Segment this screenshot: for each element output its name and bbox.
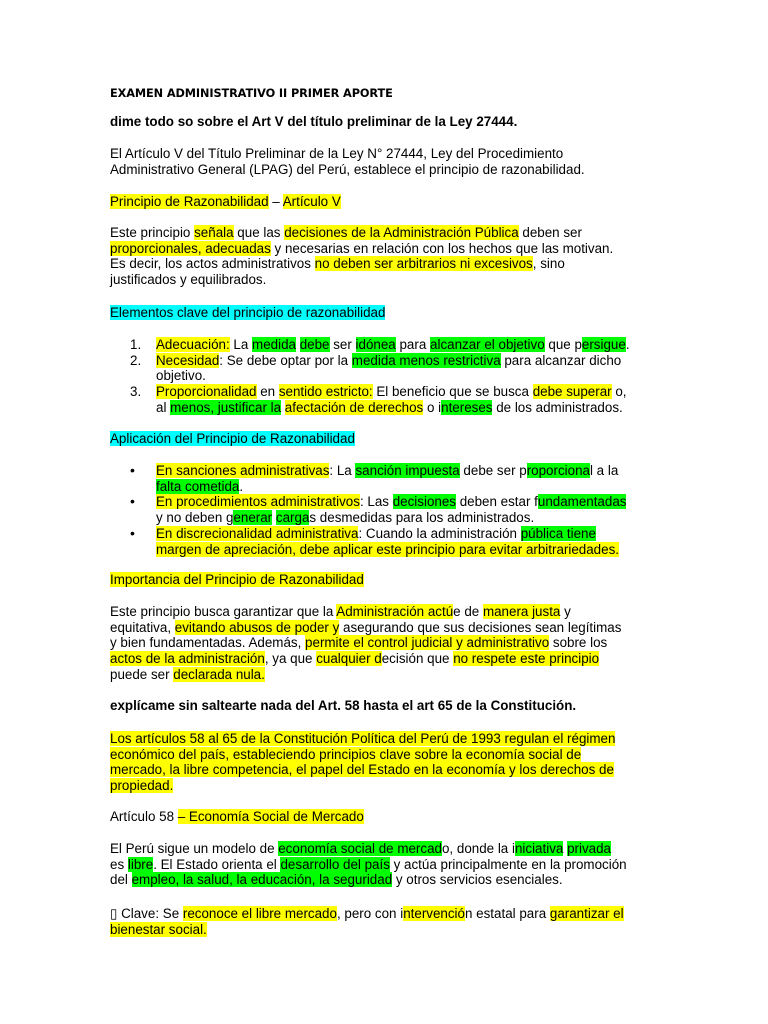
question-art-v: dime todo so sobre el Art V del título preliminar de la Ley 27444. xyxy=(110,114,518,129)
articulo-58-paragraph: El Perú sigue un modelo de economía social de mercado, donde la iniciativa privada es libre. El Estado orienta el desarrollo del país y actúa principalmente en la promoción del empleo, la salud, la educación, la seguridad y otros servicios esenciales. xyxy=(110,841,627,888)
list-item: • En procedimientos administrativos: Las decisiones deben estar fundamentadas y no deben generar cargas desmedidas para los administrados. xyxy=(130,493,627,526)
heading-principio-razonabilidad: Principio de Razonabilidad – Artículo V xyxy=(110,194,341,209)
heading-articulo-58: Artículo 58 – Economía Social de Mercado xyxy=(110,809,364,824)
list-item: 3. Proporcionalidad en sentido estricto: El beneficio que se busca debe superar o, al menos, justificar la afectación de derechos o intereses de los administrados. xyxy=(130,384,627,415)
question-art-58-65: explícame sin saltearte nada del Art. 58 hasta el art 65 de la Constitución. xyxy=(110,698,577,713)
document-title: EXAMEN ADMINISTRATIVO II PRIMER APORTE xyxy=(110,87,393,100)
elementos-list xyxy=(110,337,680,416)
importancia-paragraph: Este principio busca garantizar que la Administración actúe de manera justa y equitativa, evitando abusos de poder y asegurando que sus decisiones sean legítimas y bien fundamentadas. Además, permite el control judicial y administrativo sobre los actos de la administración, ya que cualquier decisión que no respete este principio puede ser declarada nula. xyxy=(110,604,622,682)
list-item: 1. Adecuación: La medida debe ser idónea para alcanzar el objetivo que persigue. xyxy=(130,337,630,352)
heading-importancia: Importancia del Principio de Razonabilidad xyxy=(110,572,364,587)
heading-elementos-clave: Elementos clave del principio de razonabilidad xyxy=(110,305,386,320)
list-item: 2. Necesidad: Se debe optar por la medida menos restrictiva para alcanzar dicho objetivo. xyxy=(130,352,622,384)
heading-aplicacion: Aplicación del Principio de Razonabilidad xyxy=(110,431,355,446)
list-item: • En sanciones administrativas: La sanción impuesta debe ser proporcional a la falta cometida. xyxy=(130,462,619,494)
clave-paragraph: ▯ Clave: Se reconoce el libre mercado, pero con intervención estatal para garantizar el bienestar social. xyxy=(110,906,624,937)
list-item: • En discrecionalidad administrativa: Cuando la administración pública tiene margen de apreciación, debe aplicar este principio para evitar arbitrariedades. xyxy=(130,524,619,557)
aplicacion-list xyxy=(110,463,680,557)
principio-paragraph: Este principio señala que las decisiones de la Administración Pública deben ser proporcionales, adecuadas y necesarias en relación con los hechos que las motivan. Es decir, los actos administrativos no deben ser arbitrarios ni excesivos, sino justificados y equilibrados. xyxy=(110,225,614,288)
articulos-intro-paragraph: Los artículos 58 al 65 de la Constitución Política del Perú de 1993 regulan el régimen económico del país, estableciendo principios clave sobre la economía social de mercado, la libre competencia, el papel del Estado en la economía y los derechos de propiedad. xyxy=(110,731,616,794)
intro-paragraph: El Artículo V del Título Preliminar de la Ley N° 27444, Ley del Procedimiento Administrativo General (LPAG) del Perú, establece el principio de razonabilidad. xyxy=(110,146,585,177)
